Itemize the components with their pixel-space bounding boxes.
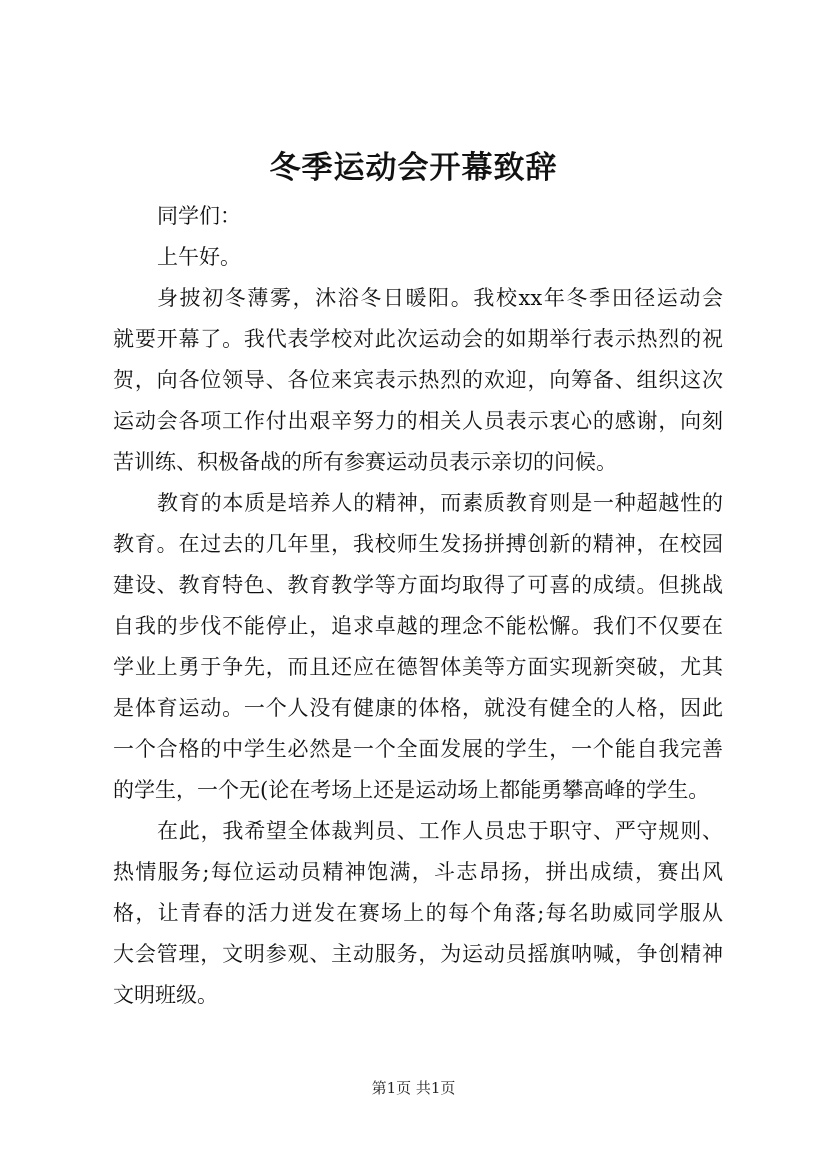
greeting-line: 上午好。 <box>157 245 241 269</box>
paragraph-1-line-1: 身披初冬薄雾，沐浴冬日暖阳。我校xx年冬季田径运动会 <box>157 286 723 310</box>
paragraph-2-line-5: 学业上勇于争先，而且还应在德智体美等方面实现新突破，尤其 <box>113 655 723 679</box>
paragraph-2-line-1: 教育的本质是培养人的精神，而素质教育则是一种超越性的 <box>157 491 723 515</box>
paragraph-2-line-7: 一个合格的中学生必然是一个全面发展的学生，一个能自我完善 <box>113 737 723 761</box>
paragraph-1-line-3: 贺，向各位领导、各位来宾表示热烈的欢迎，向筹备、组织这次 <box>113 368 723 392</box>
paragraph-2-line-6: 是体育运动。一个人没有健康的体格，就没有健全的人格，因此 <box>113 696 723 720</box>
paragraph-1-line-4: 运动会各项工作付出艰辛努力的相关人员表示衷心的感谢，向刻 <box>113 409 723 433</box>
document-title: 冬季运动会开幕致辞 <box>269 150 558 186</box>
paragraph-2-line-4: 自我的步伐不能停止，追求卓越的理念不能松懈。我们不仅要在 <box>113 614 723 638</box>
paragraph-3-line-5: 文明班级。 <box>113 983 218 1007</box>
salutation-line: 同学们： <box>157 204 241 228</box>
paragraph-1-line-5: 苦训练、积极备战的所有参赛运动员表示亲切的问候。 <box>113 450 617 474</box>
paragraph-2-line-3: 建设、教育特色、教育教学等方面均取得了可喜的成绩。但挑战 <box>113 573 723 597</box>
paragraph-3-line-1: 在此，我希望全体裁判员、工作人员忠于职守、严守规则、 <box>157 819 723 843</box>
paragraph-3-line-4: 大会管理，文明参观、主动服务，为运动员摇旗呐喊，争创精神 <box>113 942 723 966</box>
paragraph-3-line-2: 热情服务;每位运动员精神饱满，斗志昂扬，拼出成绩，赛出风 <box>113 860 723 884</box>
paragraph-3-line-3: 格，让青春的活力迸发在赛场上的每个角落;每名助威同学服从 <box>113 901 723 925</box>
paragraph-2-line-2: 教育。在过去的几年里，我校师生发扬拼搏创新的精神，在校园 <box>113 532 723 556</box>
paragraph-2-line-8: 的学生，一个无(论在考场上还是运动场上都能勇攀高峰的学生。 <box>113 778 710 802</box>
document-body <box>113 196 723 1016</box>
page-number-footer: 第1页 共1页 <box>371 1079 456 1097</box>
paragraph-1-line-2: 就要开幕了。我代表学校对此次运动会的如期举行表示热烈的祝 <box>113 327 723 351</box>
